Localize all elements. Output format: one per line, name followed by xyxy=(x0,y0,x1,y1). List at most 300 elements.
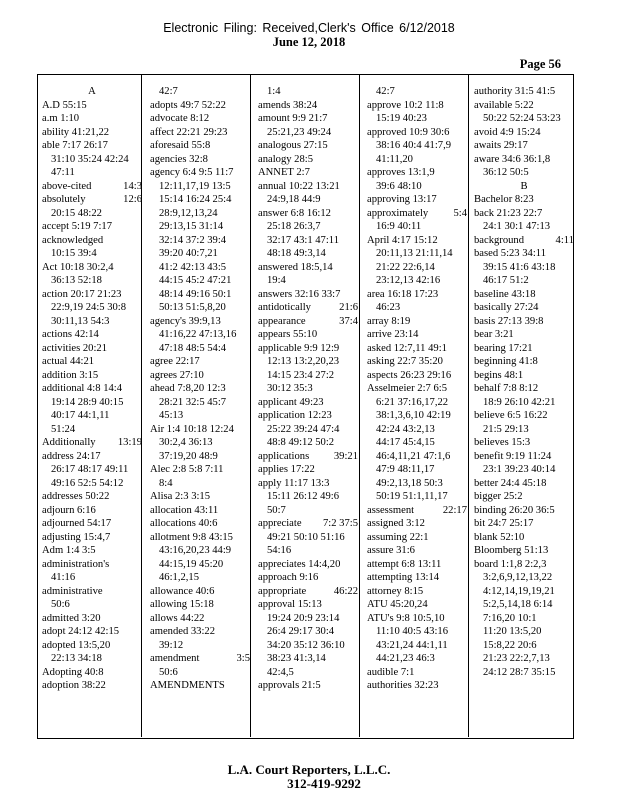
index-entry xyxy=(150,409,250,423)
index-entry-ref: 7:2 37:5 xyxy=(322,518,358,529)
index-entry xyxy=(367,436,467,450)
index-entry xyxy=(474,517,574,531)
index-entry xyxy=(150,342,250,356)
index-entry-ref: 39:21 xyxy=(333,450,358,462)
index-entry-text: available 5:22 xyxy=(474,99,534,111)
index-entry xyxy=(367,450,467,464)
index-entry xyxy=(258,247,358,261)
index-entry xyxy=(150,652,250,666)
index-entry-text: accept 5:19 7:17 xyxy=(42,221,113,232)
index-entry xyxy=(258,571,358,585)
column-divider xyxy=(250,75,251,737)
index-entry-text: 43:21,24 44:1,11 xyxy=(376,639,448,651)
index-entry-text: 4:12,14,19,19,21 xyxy=(483,585,555,597)
index-entry-text: agree 22:17 xyxy=(150,356,200,367)
index-entry xyxy=(367,652,467,666)
index-entry-text: 47:9 48:11,17 xyxy=(376,464,435,475)
index-entry xyxy=(42,288,142,302)
index-entry-text: annual 10:22 13:21 xyxy=(258,180,340,192)
index-entry-text: 50:13 51:5,8,20 xyxy=(159,302,226,313)
index-entry-text: affect 22:21 29:23 xyxy=(150,126,228,138)
index-entry xyxy=(474,126,574,140)
index-entry-text: admitted 3:20 xyxy=(42,612,101,624)
index-entry xyxy=(258,625,358,639)
index-entry-text: 6:21 37:16,17,22 xyxy=(376,396,449,408)
index-entry xyxy=(150,423,250,437)
index-entry-text: back 21:23 22:7 xyxy=(474,207,543,219)
index-entry-text: 47:11 xyxy=(51,167,75,178)
index-entry xyxy=(258,396,358,410)
index-entry xyxy=(474,396,574,410)
index-entry-text: 20:11,13 21:11,14 xyxy=(376,248,453,259)
index-entry-text: April 4:17 15:12 xyxy=(367,234,438,246)
index-entry-text: ANNET 2:7 xyxy=(258,167,310,178)
index-entry xyxy=(42,477,142,491)
index-entry-text: bit 24:7 25:17 xyxy=(474,518,534,529)
index-entry xyxy=(474,328,574,342)
index-entry xyxy=(42,612,142,626)
index-entry-text: binding 26:20 36:5 xyxy=(474,504,555,516)
index-entry xyxy=(42,666,142,680)
index-entry-text: 38:1,3,6,10 42:19 xyxy=(376,410,451,421)
index-entry-text: 41:16,22 47:13,16 xyxy=(159,329,237,340)
index-entry xyxy=(150,531,250,545)
index-entry xyxy=(367,193,467,207)
index-entry-text: approach 9:16 xyxy=(258,572,319,583)
index-column-2 xyxy=(150,85,250,693)
index-entry-text: Act 10:18 30:2,4 xyxy=(42,261,114,273)
index-entry xyxy=(367,342,467,356)
index-entry-text: allotment 9:8 43:15 xyxy=(150,531,233,543)
index-entry-text: assessment xyxy=(367,504,415,516)
index-entry-text: 23:12,13 42:16 xyxy=(376,275,441,286)
index-entry xyxy=(258,504,358,518)
index-entry-text: 1:4 xyxy=(267,86,281,97)
index-entry-text: 46:4,11,21 47:1,6 xyxy=(376,450,451,462)
index-entry-text: 42:24 43:2,13 xyxy=(376,423,435,435)
index-entry xyxy=(258,652,358,666)
index-entry xyxy=(474,571,574,585)
index-entry xyxy=(474,99,574,113)
index-entry xyxy=(150,396,250,410)
index-entry xyxy=(42,99,142,113)
index-entry xyxy=(367,180,467,194)
index-entry xyxy=(150,126,250,140)
index-entry-text: 51:24 xyxy=(51,423,76,435)
index-entry-text: approval 15:13 xyxy=(258,599,322,610)
index-entry-text: additional 4:8 14:4 xyxy=(42,383,123,394)
index-entry-text: addresses 50:22 xyxy=(42,491,110,502)
index-entry-text: asking 22:7 35:20 xyxy=(367,356,443,367)
index-entry xyxy=(367,85,467,99)
index-entry-text: 21:23 22:2,7,13 xyxy=(483,653,550,664)
index-entry-text: amendment xyxy=(150,653,200,664)
index-entry-text: A.D 55:15 xyxy=(42,99,87,111)
index-entry xyxy=(474,301,574,315)
index-entry-text: 21:22 22:6,14 xyxy=(376,261,435,273)
index-entry-text: 44:15,19 45:20 xyxy=(159,558,224,570)
index-entry-text: adoption 38:22 xyxy=(42,680,106,691)
index-entry xyxy=(150,477,250,491)
index-entry-text: allowance 40:6 xyxy=(150,585,215,597)
index-entry xyxy=(42,585,142,599)
index-entry-text: 25:18 26:3,7 xyxy=(267,221,321,232)
index-entry xyxy=(258,328,358,342)
index-entry xyxy=(42,558,142,572)
index-entry-text: 50:6 xyxy=(51,599,70,610)
index-entry xyxy=(474,666,574,680)
index-entry xyxy=(367,153,467,167)
index-entry xyxy=(367,355,467,369)
index-entry xyxy=(42,261,142,275)
index-entry-text: 24:12 28:7 35:15 xyxy=(483,666,556,678)
index-letter-heading xyxy=(474,180,574,194)
index-entry xyxy=(150,558,250,572)
index-entry xyxy=(150,180,250,194)
index-entry xyxy=(150,544,250,558)
index-entry-ref: 3:5 xyxy=(236,653,250,664)
index-entry xyxy=(367,274,467,288)
index-entry xyxy=(42,207,142,221)
index-entry-text: 39:6 48:10 xyxy=(376,180,422,192)
index-entry-text: address 24:17 xyxy=(42,450,101,462)
index-entry-text: 19:24 20:9 23:14 xyxy=(267,612,340,624)
index-entry xyxy=(42,274,142,288)
index-entry xyxy=(42,328,142,342)
index-entry-text: 30:12 35:3 xyxy=(267,383,313,394)
index-entry xyxy=(474,463,574,477)
index-entry xyxy=(367,463,467,477)
index-entry xyxy=(367,288,467,302)
index-entry xyxy=(474,598,574,612)
index-entry xyxy=(258,531,358,545)
index-entry-text: 39:15 41:6 43:18 xyxy=(483,261,556,273)
index-entry-text: 32:17 43:1 47:11 xyxy=(267,234,339,246)
index-entry xyxy=(258,193,358,207)
index-entry-text: 21:5 29:13 xyxy=(483,423,529,435)
index-entry-text: 15:19 40:23 xyxy=(376,113,427,124)
index-entry xyxy=(474,450,574,464)
index-entry xyxy=(474,355,574,369)
index-entry-ref: 37:4 xyxy=(339,315,358,327)
index-entry-text: 46:23 xyxy=(376,302,401,313)
index-entry-text: 42:4,5 xyxy=(267,666,294,678)
index-entry-text: 3:2,6,9,12,13,22 xyxy=(483,572,553,583)
index-entry-text: 20:15 48:22 xyxy=(51,207,102,219)
index-entry xyxy=(258,112,358,126)
index-entry-text: believe 6:5 16:22 xyxy=(474,410,548,421)
index-entry-text: begins 48:1 xyxy=(474,369,524,381)
index-entry-text: authorities 32:23 xyxy=(367,680,439,691)
index-entry-text: analogy 28:5 xyxy=(258,153,314,165)
index-entry-text: attempt 6:8 13:11 xyxy=(367,558,442,570)
index-entry-text: 49:16 52:5 54:12 xyxy=(51,477,124,489)
index-entry xyxy=(42,166,142,180)
index-entry xyxy=(150,517,250,531)
index-entry xyxy=(474,382,574,396)
index-entry-ref: 14:3 xyxy=(123,180,142,192)
index-entry xyxy=(42,396,142,410)
index-entry xyxy=(367,598,467,612)
index-entry-ref: 46:22 xyxy=(333,585,358,597)
index-entry-text: 44:21,23 46:3 xyxy=(376,653,435,664)
index-entry xyxy=(367,166,467,180)
index-entry-text: basically 27:24 xyxy=(474,302,539,313)
index-entry xyxy=(150,139,250,153)
index-entry-text: Alec 2:8 5:8 7:11 xyxy=(150,464,224,475)
index-column-5 xyxy=(474,85,574,679)
index-entry xyxy=(150,666,250,680)
index-entry-text: 50:22 52:24 53:23 xyxy=(483,113,561,124)
index-entry-text: approved 10:9 30:6 xyxy=(367,126,450,138)
index-entry xyxy=(258,315,358,329)
index-entry xyxy=(258,436,358,450)
index-box xyxy=(37,74,574,739)
index-entry-ref: 4:11 xyxy=(555,234,574,246)
index-entry-text: 31:10 35:24 42:24 xyxy=(51,153,129,165)
index-entry-text: asked 12:7,11 49:1 xyxy=(367,342,447,354)
filing-stamp: Electronic Filing: Received,Clerk's Office 6/12/2018 xyxy=(163,21,455,35)
index-entry-text: 38:16 40:4 41:7,9 xyxy=(376,140,452,151)
index-entry-text: 28:9,12,13,24 xyxy=(159,207,218,219)
index-entry xyxy=(474,274,574,288)
index-entry xyxy=(474,369,574,383)
index-entry-text: 49:21 50:10 51:16 xyxy=(267,531,345,543)
index-entry xyxy=(367,544,467,558)
index-entry-text: 44:17 45:4,15 xyxy=(376,437,435,448)
index-entry-text: benefit 9:19 11:24 xyxy=(474,450,552,462)
index-entry xyxy=(42,369,142,383)
index-entry xyxy=(150,99,250,113)
index-entry xyxy=(42,490,142,504)
index-entry xyxy=(367,571,467,585)
index-entry xyxy=(367,261,467,275)
index-entry xyxy=(150,301,250,315)
index-column-1 xyxy=(42,85,142,693)
index-entry xyxy=(258,598,358,612)
index-entry xyxy=(367,315,467,329)
index-entry xyxy=(367,679,467,693)
index-column-3 xyxy=(258,85,358,693)
index-entry xyxy=(150,436,250,450)
index-entry xyxy=(367,666,467,680)
index-entry-text: 11:10 40:5 43:16 xyxy=(376,626,448,637)
index-entry-text: above-cited xyxy=(42,180,92,192)
index-entry xyxy=(258,382,358,396)
index-entry xyxy=(367,504,467,518)
index-entry-text: agency's 39:9,13 xyxy=(150,315,221,327)
index-entry xyxy=(367,585,467,599)
index-entry xyxy=(42,652,142,666)
index-entry xyxy=(474,504,574,518)
index-entry-text: answered 18:5,14 xyxy=(258,261,333,273)
index-entry-text: assure 31:6 xyxy=(367,545,415,556)
index-entry-text: approvals 21:5 xyxy=(258,680,321,691)
index-entry-text: 50:7 xyxy=(267,504,286,516)
index-entry xyxy=(42,220,142,234)
index-entry-text: advocate 8:12 xyxy=(150,113,210,124)
index-entry xyxy=(367,301,467,315)
index-entry xyxy=(474,207,574,221)
index-entry-text: 46:1,2,15 xyxy=(159,572,200,583)
index-entry-text: ATU 45:20,24 xyxy=(367,599,428,610)
index-entry-text: absolutely xyxy=(42,194,86,205)
index-entry xyxy=(367,247,467,261)
index-entry xyxy=(42,463,142,477)
index-entry-text: a.m 1:10 xyxy=(42,113,80,124)
index-entry-text: blank 52:10 xyxy=(474,531,525,543)
index-entry xyxy=(474,652,574,666)
index-entry-text: approve 10:2 11:8 xyxy=(367,99,444,111)
index-entry-text: 32:14 37:2 39:4 xyxy=(159,234,227,246)
index-entry xyxy=(258,288,358,302)
index-entry xyxy=(367,531,467,545)
index-entry xyxy=(150,450,250,464)
reporter-firm: L.A. Court Reporters, L.L.C. xyxy=(227,762,391,777)
index-entry-text: 42:7 xyxy=(376,86,395,97)
index-entry-text: area 16:18 17:23 xyxy=(367,288,439,300)
index-entry xyxy=(474,166,574,180)
index-entry-text: bear 3:21 xyxy=(474,329,514,340)
index-entry xyxy=(42,355,142,369)
index-entry xyxy=(42,315,142,329)
index-entry xyxy=(367,220,467,234)
index-entry-text: analogous 27:15 xyxy=(258,140,328,151)
index-entry xyxy=(367,409,467,423)
index-entry-text: applications xyxy=(258,450,310,462)
index-entry-text: approves 13:1,9 xyxy=(367,167,435,178)
index-entry-text: 15:8,22 20:6 xyxy=(483,639,537,651)
index-entry-text: 15:14 16:24 25:4 xyxy=(159,194,232,205)
index-entry-text: 39:12 xyxy=(159,639,184,651)
index-entry-text: 48:18 49:3,14 xyxy=(267,248,326,259)
index-entry-text: 50:6 xyxy=(159,666,178,678)
index-entry-text: 15:11 26:12 49:6 xyxy=(267,491,339,502)
index-entry-text: background xyxy=(474,234,525,246)
index-entry xyxy=(367,139,467,153)
column-divider xyxy=(359,75,360,737)
index-entry-text: 40:17 44:1,11 xyxy=(51,410,110,421)
index-entry xyxy=(258,477,358,491)
index-entry xyxy=(474,315,574,329)
index-entry-text: believes 15:3 xyxy=(474,437,531,448)
index-entry-text: bigger 25:2 xyxy=(474,491,523,502)
index-entry xyxy=(367,558,467,572)
index-entry xyxy=(258,234,358,248)
index-entry-text: applicant 49:23 xyxy=(258,396,324,408)
index-entry xyxy=(474,288,574,302)
index-entry-text: 7:16,20 10:1 xyxy=(483,612,537,624)
index-entry-text: application 12:23 xyxy=(258,410,332,421)
index-entry xyxy=(258,612,358,626)
index-entry-text: 36:13 52:18 xyxy=(51,275,102,286)
index-entry-text: amends 38:24 xyxy=(258,99,318,111)
index-entry-text: adjusting 15:4,7 xyxy=(42,531,111,543)
index-entry xyxy=(150,112,250,126)
index-entry xyxy=(150,193,250,207)
index-entry xyxy=(258,639,358,653)
index-entry-text: 24:1 30:1 47:13 xyxy=(483,221,551,232)
index-entry-text: appropriate xyxy=(258,585,307,597)
index-column-4 xyxy=(367,85,467,693)
index-entry xyxy=(150,234,250,248)
index-entry xyxy=(150,207,250,221)
index-entry-text: 29:13,15 31:14 xyxy=(159,221,224,232)
index-entry xyxy=(150,585,250,599)
index-entry xyxy=(42,139,142,153)
index-entry xyxy=(258,423,358,437)
index-entry xyxy=(258,585,358,599)
index-entry-text: 22:13 34:18 xyxy=(51,653,102,664)
index-entry-text: applicable 9:9 12:9 xyxy=(258,342,340,354)
index-entry xyxy=(474,490,574,504)
index-entry xyxy=(258,153,358,167)
index-entry xyxy=(42,382,142,396)
index-entry xyxy=(150,382,250,396)
index-entry xyxy=(258,558,358,572)
index-entry xyxy=(258,409,358,423)
index-entry-text: baseline 43:18 xyxy=(474,288,536,300)
index-entry xyxy=(258,301,358,315)
index-entry xyxy=(258,450,358,464)
index-entry-text: actions 42:14 xyxy=(42,329,99,340)
index-entry-text: 12:13 13:2,20,23 xyxy=(267,356,340,367)
index-entry-text: 39:20 40:7,21 xyxy=(159,248,218,259)
index-entry xyxy=(258,666,358,680)
index-entry-text: action 20:17 21:23 xyxy=(42,288,122,300)
index-entry-text: amended 33:22 xyxy=(150,626,216,637)
index-entry xyxy=(42,679,142,693)
reporter-phone: 312-419-9292 xyxy=(287,776,361,791)
index-entry xyxy=(258,544,358,558)
index-entry xyxy=(367,396,467,410)
index-entry xyxy=(258,274,358,288)
index-entry xyxy=(367,328,467,342)
index-entry-text: Additionally xyxy=(42,437,96,448)
index-entry-text: Air 1:4 10:18 12:24 xyxy=(150,423,234,435)
index-entry-text: arrive 23:14 xyxy=(367,329,419,340)
index-entry xyxy=(150,369,250,383)
index-entry-text: 19:14 28:9 40:15 xyxy=(51,396,124,408)
index-entry xyxy=(150,679,250,693)
index-entry xyxy=(258,355,358,369)
index-entry xyxy=(150,220,250,234)
index-entry xyxy=(150,598,250,612)
index-entry-text: 41:16 xyxy=(51,572,76,583)
index-entry-text: ahead 7:8,20 12:3 xyxy=(150,383,226,394)
index-entry-ref: 12:6 xyxy=(123,194,142,205)
index-entry-text: agencies 32:8 xyxy=(150,153,208,165)
index-entry-text: antidotically xyxy=(258,302,311,313)
index-entry-text: 24:9,18 44:9 xyxy=(267,194,321,205)
index-entry-text: assigned 3:12 xyxy=(367,518,425,529)
index-entry xyxy=(258,139,358,153)
index-entry xyxy=(150,153,250,167)
index-entry-text: 48:14 49:16 50:1 xyxy=(159,288,232,300)
index-entry-text: Adopting 40:8 xyxy=(42,666,104,678)
index-entry xyxy=(42,504,142,518)
index-entry xyxy=(367,477,467,491)
index-entry-text: authority 31:5 41:5 xyxy=(474,86,556,97)
index-entry-text: allocations 40:6 xyxy=(150,518,218,529)
index-entry xyxy=(258,126,358,140)
index-entry xyxy=(474,220,574,234)
index-entry-text: 38:23 41:3,14 xyxy=(267,653,326,664)
index-entry-text: administrative xyxy=(42,585,103,597)
index-entry-text: assuming 22:1 xyxy=(367,531,429,543)
index-entry-text: actual 44:21 xyxy=(42,356,95,367)
index-entry xyxy=(42,193,142,207)
